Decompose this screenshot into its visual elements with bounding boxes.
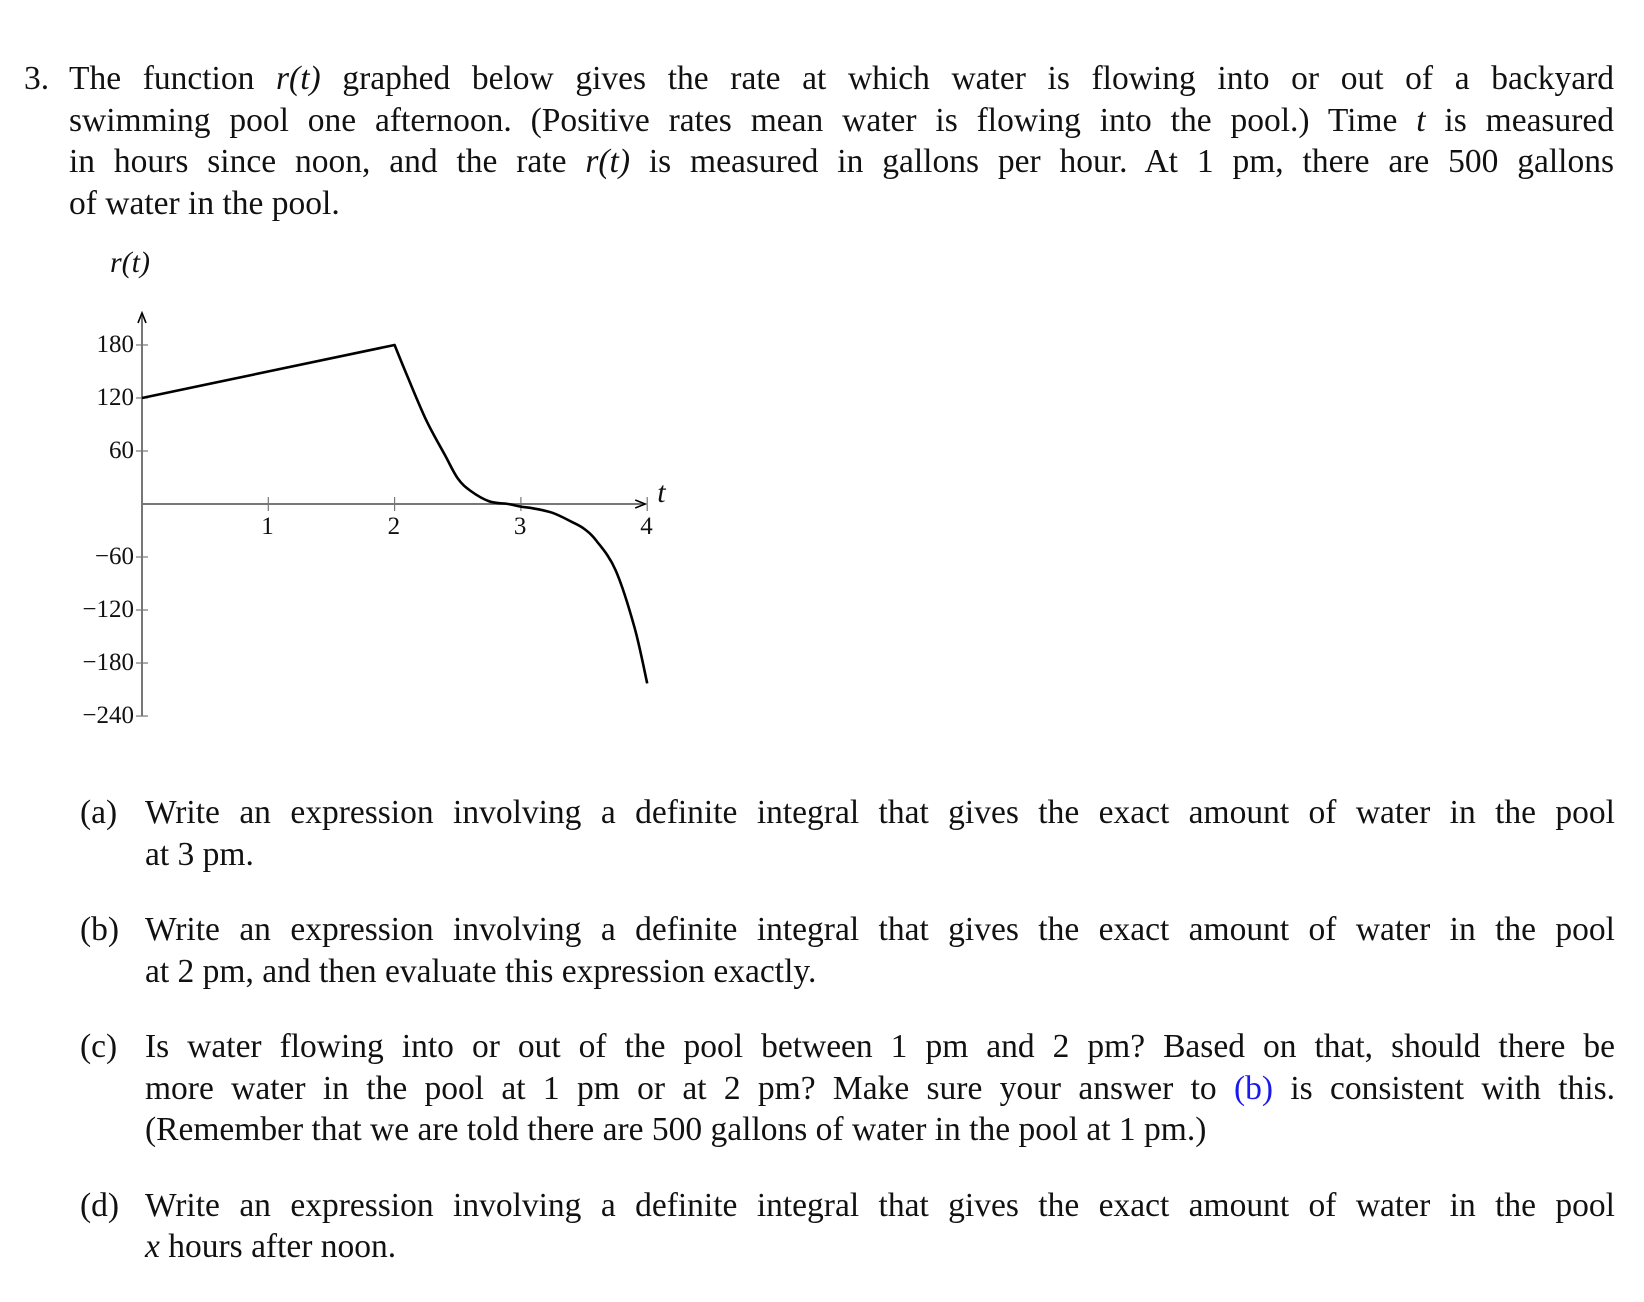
part-text: hours after noon. xyxy=(159,1228,397,1265)
y-tick-label: −240 xyxy=(82,702,134,730)
stem-text: in hours since noon, and the rate xyxy=(69,143,586,180)
part-text: more water in the pool at 1 pm or at 2 pm? Make sure your answer to xyxy=(145,1069,1234,1107)
rate-graph xyxy=(0,246,720,750)
question-parts xyxy=(80,792,1640,1302)
part-label: (c) xyxy=(80,1028,118,1065)
part-text xyxy=(145,909,1615,992)
part-b-reference-link[interactable]: (b) xyxy=(1233,1069,1274,1107)
stem-text: swimming pool one afternoon. (Positive rates mean water is flowing into the pool.) Time xyxy=(69,101,1417,139)
part-text xyxy=(145,1185,1615,1268)
x-axis-title: t xyxy=(657,476,666,509)
part-text: Write an expression involving a definite integral that gives the exact amount of water in the pool xyxy=(145,794,1615,831)
stem-math: r(t) xyxy=(276,60,321,97)
problem-statement xyxy=(24,58,1614,224)
x-tick-label: 3 xyxy=(513,513,527,540)
stem-text: The function xyxy=(69,60,277,97)
stem-text: graphed below gives the rate at which water is flowing into or out of a backyard xyxy=(320,60,1614,97)
problem-number: 3. xyxy=(24,60,50,97)
y-axis-title: r(t) xyxy=(110,246,150,279)
part-text: Write an expression involving a definite integral that gives the exact amount of water in the pool xyxy=(145,1186,1615,1224)
part-text: Write an expression involving a definite integral that gives the exact amount of water in the pool xyxy=(145,911,1615,948)
y-tick-label: −120 xyxy=(82,596,134,624)
part-line xyxy=(145,792,1615,834)
part-label: (a) xyxy=(80,794,118,831)
stem-math: r(t) xyxy=(585,143,630,180)
stem-text: is measured xyxy=(1425,101,1614,139)
part-label: (b) xyxy=(80,911,120,948)
part-line xyxy=(145,1226,1615,1268)
part-text xyxy=(145,792,1615,875)
question-part-c xyxy=(80,1026,1640,1151)
part-text: at 3 pm. xyxy=(145,835,254,873)
part-line xyxy=(145,1068,1615,1110)
x-tick-label: 4 xyxy=(640,513,653,540)
question-part-b xyxy=(80,909,1640,992)
x-tick-label: 2 xyxy=(387,513,401,540)
stem-line xyxy=(69,100,1614,142)
stem-text: is measured in gallons per hour. At 1 pm, there are 500 gallons xyxy=(629,143,1614,180)
part-line xyxy=(145,909,1615,951)
y-tick-label: 120 xyxy=(96,383,134,411)
part-text: at 2 pm, and then evaluate this expression exactly. xyxy=(145,952,817,990)
stem-line xyxy=(69,141,1614,183)
part-line xyxy=(145,834,1615,876)
part-line xyxy=(145,1185,1615,1227)
y-tick-label: −180 xyxy=(82,649,134,677)
question-part-a xyxy=(80,792,1640,875)
part-line xyxy=(145,1026,1615,1068)
part-line xyxy=(145,951,1615,993)
y-tick-label: 60 xyxy=(109,436,134,464)
stem-math: t xyxy=(1416,101,1426,139)
stem-text: of water in the pool. xyxy=(69,184,340,222)
y-tick-label: −60 xyxy=(94,543,134,570)
part-text: is consistent with this. xyxy=(1273,1069,1615,1107)
stem-line xyxy=(69,183,1614,225)
part-line xyxy=(145,1109,1615,1151)
part-text: Is water flowing into or out of the pool between 1 pm and 2 pm? Based on that, should there be xyxy=(145,1028,1615,1065)
problem-stem xyxy=(69,58,1614,224)
question-part-d xyxy=(80,1185,1640,1268)
part-math: x xyxy=(145,1228,160,1265)
part-label: (d) xyxy=(80,1186,120,1224)
part-text xyxy=(145,1026,1615,1151)
y-tick-label: 180 xyxy=(96,330,134,358)
part-text: (Remember that we are told there are 500 gallons of water in the pool at 1 pm.) xyxy=(145,1111,1207,1148)
x-tick-label: 1 xyxy=(261,513,274,540)
stem-line xyxy=(69,58,1614,100)
